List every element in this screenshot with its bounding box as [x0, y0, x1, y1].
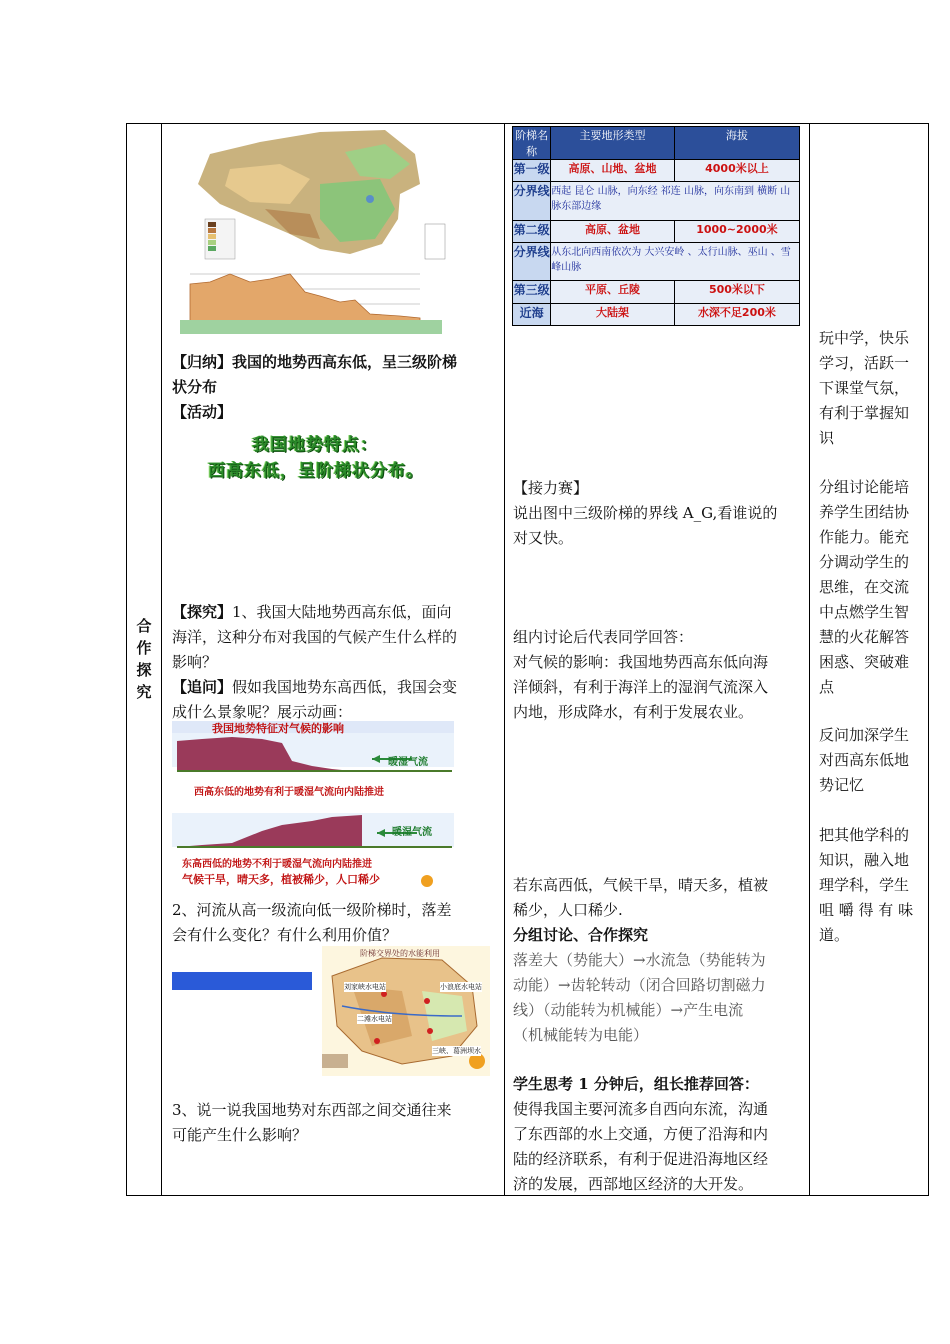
steps-row [513, 160, 800, 182]
follow-label: 【追问】 [172, 678, 233, 696]
activity-title-line1: 我国地势特点： [252, 435, 378, 455]
anim-caption-3: 气候干旱，晴天多，植被稀少，人口稀少 [182, 873, 380, 886]
q3-line2: 可能产生什么影响？ [172, 1126, 308, 1144]
relay-line2: 对又快。 [513, 529, 574, 547]
group-line: 组内讨论后代表同学回答： [513, 628, 694, 646]
climate-animation-image [172, 721, 454, 893]
intent-line: 道。 [819, 926, 850, 944]
explore-q1-line2: 海洋，这种分布对我国的气候产生什么样的 [172, 628, 458, 646]
intent-paragraph-1 [819, 326, 927, 451]
relay-block [513, 476, 809, 551]
intent-line: 困惑、突破难 [819, 653, 910, 671]
steps-table [512, 126, 800, 326]
steps-header: 阶梯名称 [513, 127, 551, 160]
steps-type: 大陆架 [551, 303, 675, 325]
hydro-map-title: 阶梯交界处的水能利用 [360, 949, 440, 958]
group-discuss: 分组讨论、合作探究 [513, 926, 649, 944]
climate-answer-block [513, 625, 809, 725]
east-high-line2: 稀少，人口稀少. [513, 901, 623, 919]
intent-line: 学习，活跃一 [819, 354, 910, 372]
explore-q1-line3: 影响？ [172, 653, 218, 671]
follow-line1: 假如我国地势东高西低，我国会变 [232, 678, 458, 696]
steps-name: 第一级 [513, 160, 551, 182]
hydro-label: 刘家峡水电站 [344, 983, 386, 991]
follow-line2: 成什么景象呢？展示动画： [172, 703, 353, 721]
climate-line2: 洋倾斜，有利于海洋上的湿润气流深入 [513, 678, 769, 696]
intent-line: 点 [819, 678, 835, 696]
activity-label: 【活动】 [172, 403, 233, 421]
steps-row [513, 220, 800, 242]
east-high-line1: 若东高西低，气候干旱，晴天多，植被 [513, 876, 769, 894]
steps-header: 主要地形类型 [551, 127, 675, 160]
explore-label: 【探究】 [172, 603, 233, 621]
intent-paragraph-3 [819, 723, 927, 798]
design-intent-cell [810, 124, 929, 1196]
summary-block [172, 350, 502, 425]
answer-line2: 了东西部的水上交通，方便了沿海和内 [513, 1125, 769, 1143]
section-label-cell [127, 124, 162, 1196]
hydro-label: 三峡、葛洲坝水 [432, 1047, 481, 1055]
explore-block [172, 600, 504, 725]
steps-type: 高原、山地、盆地 [551, 160, 675, 182]
steps-row [513, 242, 800, 280]
intent-line: 下课堂气氛， [819, 379, 910, 397]
teacher-activity-cell [162, 124, 505, 1196]
answer-line3: 陆的经济联系，有利于促进沿海地区经 [513, 1150, 769, 1168]
steps-type: 高原、盆地 [551, 220, 675, 242]
steps-type: 平原、丘陵 [551, 281, 675, 303]
intent-line: 玩中学，快乐 [819, 329, 910, 347]
q3-block [172, 1098, 504, 1148]
intent-line: 把其他学科的 [819, 826, 910, 844]
q2-line2: 会有什么变化？有什么利用价值？ [172, 926, 398, 944]
summary-text: 我国的地势西高东低，呈三级阶梯 [232, 353, 458, 371]
intent-line: 理学科，学生 [819, 876, 910, 894]
steps-row [513, 281, 800, 303]
steps-name: 分界线 [513, 182, 551, 220]
explore-q1-line1: 1、我国大陆地势西高东低，面向 [232, 603, 452, 621]
think-answer-block [513, 1072, 809, 1197]
hydro-label: 小浪底水电站 [440, 983, 482, 991]
activity-title-line2: 西高东低，呈阶梯状分布。 [208, 461, 424, 481]
intent-line: 养学生团结协 [819, 503, 910, 521]
think-label: 学生思考 1 分钟后，组长推荐回答： [513, 1075, 759, 1093]
steps-name: 近海 [513, 303, 551, 325]
anim-title: 我国地势特征对气候的影响 [212, 722, 344, 735]
energy-block [513, 873, 809, 1048]
section-label-char: 探 [136, 661, 152, 679]
q2-line1: 2、河流从高一级流向低一级阶梯时，落差 [172, 901, 452, 919]
steps-name: 第三级 [513, 281, 551, 303]
steps-name: 分界线 [513, 242, 551, 280]
section-label-char: 究 [136, 683, 152, 701]
intent-paragraph-4 [819, 823, 927, 948]
lesson-plan-table [126, 123, 929, 1196]
intent-line: 作能力。能充 [819, 528, 910, 546]
anim-caption-1: 西高东低的地势有利于暖湿气流向内陆推进 [194, 787, 384, 798]
steps-alt: 4000米以上 [674, 160, 799, 182]
steps-type: 从东北向西南依次为 大兴安岭 、太行山脉、巫山 、雪峰山脉 [551, 242, 800, 280]
answer-line1: 使得我国主要河流多自西向东流，沟通 [513, 1100, 769, 1118]
intent-line: 咀 嚼 得 有 味 [819, 901, 914, 919]
hydro-power-image [172, 946, 490, 1076]
energy-line3: 线）（动能转为机械能）→产生电流 [513, 1001, 744, 1019]
intent-line: 有利于掌握知 [819, 404, 910, 422]
steps-alt: 500米以下 [674, 281, 799, 303]
relay-label: 【接力赛】 [513, 479, 589, 497]
section-label-char: 合 [136, 617, 152, 635]
section-label-char: 作 [136, 639, 152, 657]
anim-wind-label-1: 暖湿气流 [388, 757, 428, 768]
intent-line: 慧的火花解答 [819, 628, 910, 646]
steps-header: 海拔 [674, 127, 799, 160]
summary-text-2: 状分布 [172, 378, 218, 396]
steps-name: 第二级 [513, 220, 551, 242]
china-terrain-map-image [170, 124, 452, 339]
steps-alt: 水深不足200米 [674, 303, 799, 325]
steps-row [513, 182, 800, 220]
hydro-label: 二滩水电站 [357, 1015, 392, 1023]
intent-line: 中点燃学生智 [819, 603, 910, 621]
relay-line1: 说出图中三级阶梯的界线 A_G,看谁说的 [513, 504, 778, 522]
q2-block [172, 898, 504, 948]
anim-caption-2: 东高西低的地势不利于暖湿气流向内陆推进 [182, 859, 372, 870]
student-activity-cell [505, 124, 810, 1196]
intent-line: 分调动学生的 [819, 553, 910, 571]
answer-line4: 济的发展，西部地区经济的大开发。 [513, 1175, 754, 1193]
intent-line: 思维，在交流 [819, 578, 910, 596]
intent-line: 对西高东低地 [819, 751, 910, 769]
intent-line: 分组讨论能培 [819, 478, 910, 496]
intent-paragraph-2 [819, 475, 927, 700]
intent-line: 识 [819, 429, 835, 447]
steps-type: 西起 昆仑 山脉，向东经 祁连 山脉，向东南到 横断 山脉东部边缘 [551, 182, 800, 220]
energy-line2: 动能）→齿轮转动（闭合回路切割磁力 [513, 976, 766, 994]
energy-line4: （机械能转为电能） [513, 1026, 649, 1044]
steps-row [513, 303, 800, 325]
anim-wind-label-2: 暖湿气流 [392, 827, 432, 838]
intent-line: 势记忆 [819, 776, 865, 794]
q3-line1: 3、说一说我国地势对东西部之间交通往来 [172, 1101, 452, 1119]
terrain-steps-table-image [512, 126, 800, 326]
climate-line3: 内地，形成降水，有利于发展农业。 [513, 703, 754, 721]
summary-label: 【归纳】 [172, 353, 233, 371]
climate-line1: 对气候的影响：我国地势西高东低向海 [513, 653, 769, 671]
intent-line: 反问加深学生 [819, 726, 910, 744]
intent-line: 知识，融入地 [819, 851, 910, 869]
energy-line1: 落差大（势能大）→水流急（势能转为 [513, 951, 766, 969]
steps-alt: 1000~2000米 [674, 220, 799, 242]
